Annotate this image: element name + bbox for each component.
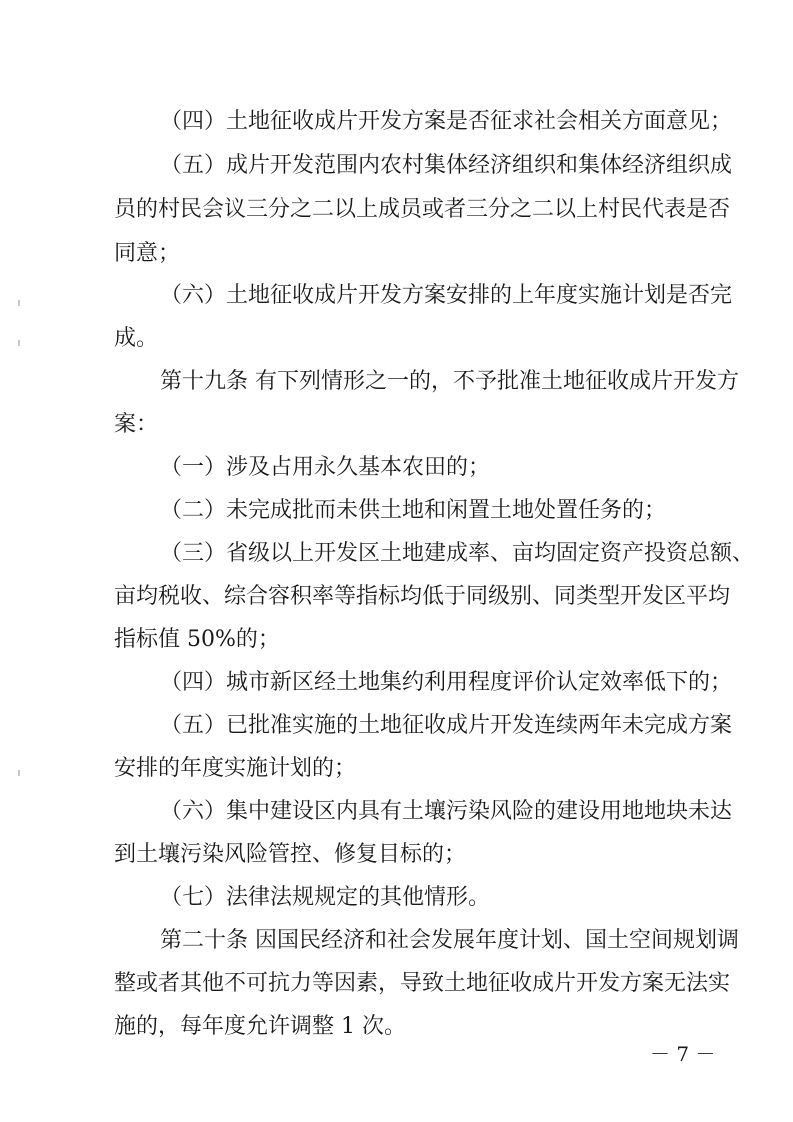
text-line: 第二十条 因国民经济和社会发展年度计划、国土空间规划调	[160, 928, 739, 953]
text-line: 指标值 50%的；	[114, 627, 280, 652]
text-line: （七）法律法规规定的其他情形。	[160, 885, 491, 910]
binding-mark	[18, 770, 20, 776]
text-line: （二）未完成批而未供土地和闲置土地处置任务的；	[160, 498, 667, 523]
text-line: 亩均税收、综合容积率等指标均低于同级别、同类型开发区平均	[114, 584, 731, 609]
text-line: 施的，每年度允许调整 1 次。	[114, 1014, 406, 1039]
text-line: 同意；	[114, 241, 181, 266]
page-number: － 7 －	[650, 1042, 716, 1066]
text-line: （六）集中建设区内具有土壤污染风险的建设用地地块未达	[160, 799, 733, 824]
binding-mark	[18, 300, 20, 306]
text-line: （一）涉及占用永久基本农田的；	[160, 455, 491, 480]
text-line: （四）土地征收成片开发方案是否征求社会相关方面意见；	[160, 109, 733, 134]
text-line: （五）已批准实施的土地征收成片开发连续两年未完成方案	[160, 713, 733, 738]
text-line: （四）城市新区经土地集约利用程度评价认定效率低下的；	[160, 670, 733, 695]
text-line: （五）成片开发范围内农村集体经济组织和集体经济组织成	[160, 153, 733, 178]
text-line: （三）省级以上开发区土地建成率、亩均固定资产投资总额、	[160, 541, 755, 566]
text-line: 整或者其他不可抗力等因素，导致土地征收成片开发方案无法实	[114, 971, 731, 996]
binding-mark	[18, 340, 20, 346]
text-line: 到土壤污染风险管控、修复目标的；	[114, 842, 467, 867]
text-line: 安排的年度实施计划的；	[114, 756, 357, 781]
text-line: （六）土地征收成片开发方案安排的上年度实施计划是否完	[160, 283, 733, 308]
text-line: 案：	[114, 412, 159, 437]
text-line: 第十九条 有下列情形之一的，不予批准土地征收成片开发方	[160, 369, 739, 394]
text-line: 成。	[114, 326, 159, 351]
text-line: 员的村民会议三分之二以上成员或者三分之二以上村民代表是否	[114, 197, 731, 222]
